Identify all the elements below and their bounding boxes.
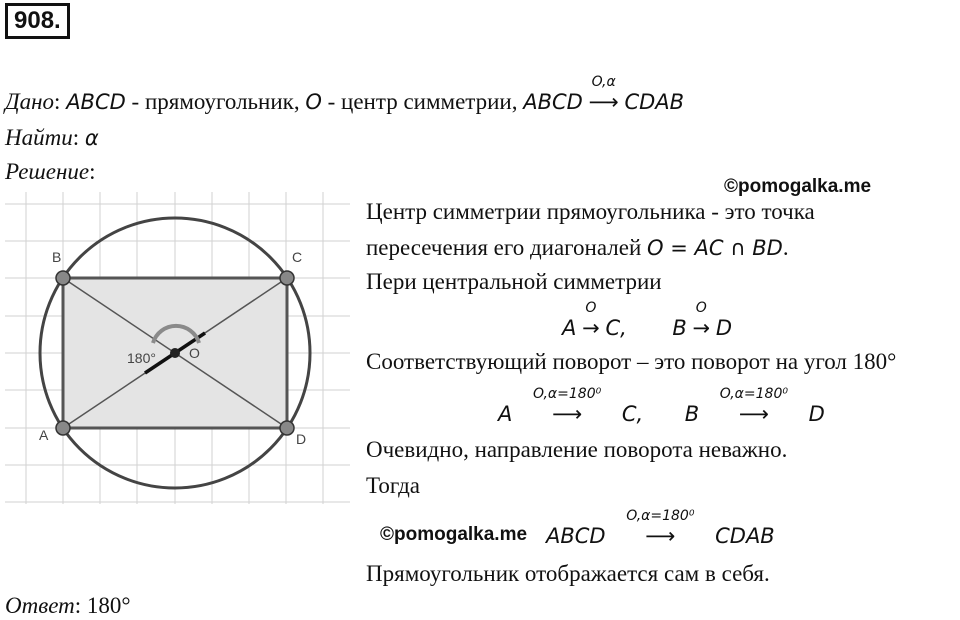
body-line-2: пересечения его диагоналей O = AC ∩ BD.	[366, 235, 789, 260]
given-label: Дано	[5, 89, 55, 114]
label-d: D	[296, 431, 307, 447]
watermark-bottom: ©pomogalka.me	[380, 524, 528, 545]
point-d	[280, 421, 294, 435]
body-line-1: Центр симметрии прямоугольника - это точка	[366, 199, 815, 224]
label-angle: 180°	[127, 350, 156, 366]
solution-label: Решение:	[5, 159, 96, 184]
rectangle-figure	[5, 192, 350, 504]
rotation-mapping: A O,α=180⁰ ⟶ C, B O,α=180⁰ ⟶ D	[498, 386, 825, 426]
given-figure: ABCD	[66, 90, 126, 114]
watermark-top: ©pomogalka.me	[724, 176, 872, 197]
label-o: O	[189, 345, 200, 361]
answer-line: Ответ: 180°	[5, 593, 131, 618]
body-line-7: Очевидно, направление поворота неважно.	[366, 437, 788, 462]
body-line-5: Соответствующий поворот – это поворот на угол 180°	[366, 349, 897, 374]
final-mapping: ABCD O,α=180⁰ ⟶ CDAB	[546, 508, 775, 548]
find-line: Найти: α	[5, 125, 99, 150]
body-line-8: Тогда	[366, 473, 421, 498]
given-line: Дано: ABCD - прямоугольник, O - центр симметрии, ABCD O,α ⟶ CDAB	[5, 74, 685, 114]
label-b: B	[52, 249, 62, 265]
symmetry-mapping: A O → C, B O → D	[562, 300, 733, 340]
point-b	[56, 271, 70, 285]
body-line-10: Прямоугольник отображается сам в себя.	[366, 561, 770, 586]
label-a: A	[39, 427, 49, 443]
point-c	[280, 271, 294, 285]
point-a	[56, 421, 70, 435]
given-arrow: O,α ⟶	[588, 74, 619, 114]
label-c: C	[292, 249, 303, 265]
task-number: 908.	[5, 3, 70, 39]
point-o	[170, 348, 180, 358]
body-line-3: Пери центральной симметрии	[366, 269, 662, 294]
given-center: O	[305, 90, 322, 114]
